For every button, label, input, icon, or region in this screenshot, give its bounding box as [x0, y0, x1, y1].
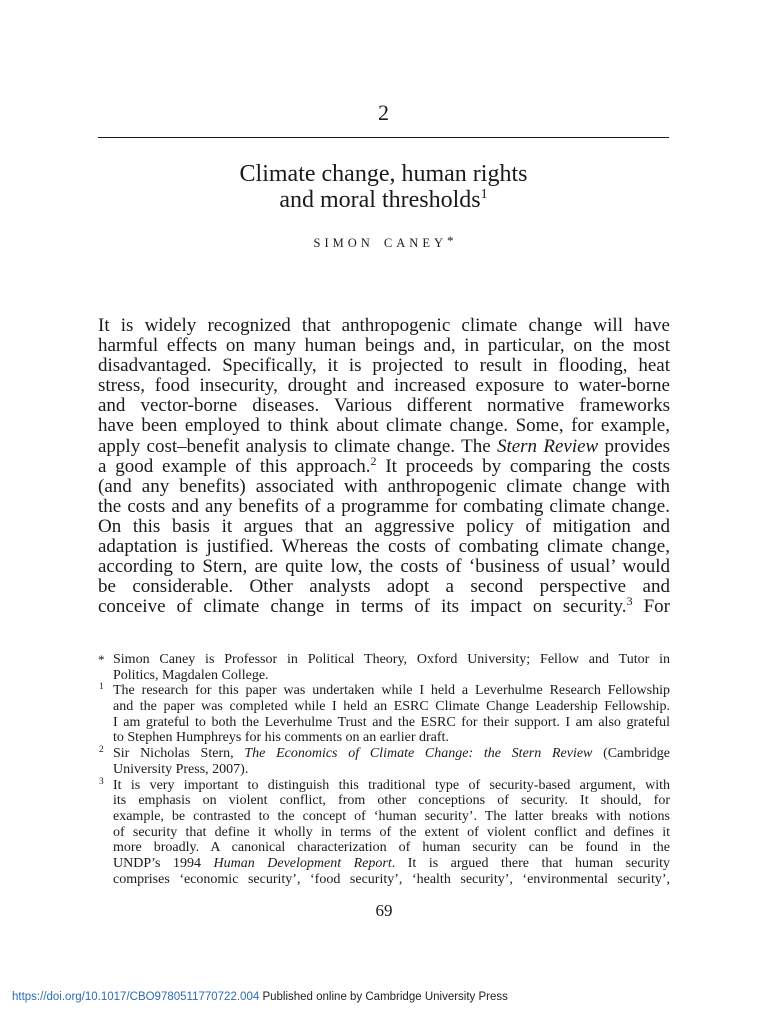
- footnote-line: [113, 809, 670, 825]
- body-line: [98, 557, 670, 577]
- footnote-line: [113, 872, 670, 888]
- italic-title: Stern Review: [496, 435, 599, 457]
- text-run: I am grateful to both the Leverhulme Trust and the ESRC for their support. I am also grateful: [113, 714, 670, 730]
- footnote: [98, 778, 670, 888]
- text-run: . It is argued there that human security: [391, 855, 670, 871]
- body-line: [98, 594, 670, 618]
- chapter-author: [98, 234, 669, 252]
- footnote-line: [113, 778, 670, 794]
- chapter-title-line: Climate change, human rights: [239, 161, 528, 187]
- footnote-marker: 2: [99, 745, 104, 756]
- body-line: [98, 336, 670, 356]
- text-run: (Cambridge: [592, 746, 670, 762]
- footnote: [98, 652, 670, 683]
- text-run: of security that define it wholly in terms of the extent of violent conflict and defines it: [113, 824, 670, 840]
- italic-title: Human Development Report: [213, 855, 392, 871]
- body-line: [98, 497, 670, 517]
- footnote: [98, 746, 670, 777]
- text-run: according to Stern, are quite low, the costs of ‘business of usual’ would: [98, 556, 670, 578]
- body-line: [98, 376, 670, 396]
- body-line: [98, 356, 670, 376]
- text-run: Politics, Magdalen College.: [113, 667, 269, 683]
- page-number: 69: [375, 901, 393, 920]
- chapter-title-line: [98, 187, 669, 213]
- author-name: SIMON CANEY: [313, 236, 447, 250]
- italic-title: The Economics of Climate Change: the Stern Review: [244, 746, 593, 762]
- text-run: have been employed to think about climate change. Some, for example,: [98, 415, 670, 437]
- citation-footer: [12, 990, 508, 1004]
- text-run: and vector-borne diseases. Various different normative frameworks: [98, 395, 670, 417]
- text-run: and the paper was completed while I held an ESRC Climate Change Leadership Fellowship.: [113, 699, 670, 715]
- text-run: The research for this paper was undertaken while I held a Leverhulme Research Fellowship: [113, 683, 670, 699]
- footnote-ref: 2: [370, 453, 377, 468]
- body-line: [98, 437, 670, 457]
- footnote-line: [113, 668, 670, 684]
- footnote-ref: *: [446, 233, 454, 248]
- chapter-divider: [98, 137, 669, 138]
- text-run: to Stephen Humphreys for his comments on an earlier draft.: [113, 730, 449, 746]
- text-run: a good example of this approach.: [98, 455, 371, 477]
- footnote-line: [113, 825, 670, 841]
- publisher-note: Published online by Cambridge University Press: [262, 991, 508, 1003]
- body-line: [98, 577, 670, 597]
- chapter-number: 2: [378, 100, 389, 125]
- text-run: It proceeds by comparing the costs: [376, 455, 670, 477]
- text-run: It is very important to distinguish this traditional type of security-based argument, with: [113, 777, 670, 793]
- text-run: its emphasis on violent conflict, from other conceptions of security. It should, for: [113, 793, 670, 809]
- text-run: the costs and any benefits of a programme for combating climate change.: [98, 495, 670, 517]
- footnote-line: [113, 715, 670, 731]
- footnote-line: [113, 762, 670, 778]
- text-run: provides: [598, 435, 670, 457]
- chapter-title-text: and moral thresholds: [279, 187, 481, 213]
- chapter-title: [98, 161, 669, 213]
- footnote-marker: *: [98, 652, 105, 667]
- text-run: University Press, 2007).: [113, 761, 249, 777]
- footnote-line: [113, 840, 670, 856]
- footnote-ref: 3: [626, 594, 633, 609]
- text-run: adaptation is justified. Whereas the costs of combating climate change,: [98, 536, 670, 558]
- footnote-line: [113, 683, 670, 699]
- body-line: [98, 316, 670, 336]
- text-run: stress, food insecurity, drought and increased exposure to water-borne: [98, 375, 670, 397]
- body-line: [98, 416, 670, 436]
- text-run: be considerable. Other analysts adopt a second perspective and: [98, 576, 670, 598]
- footnote-line: [113, 856, 670, 872]
- body-text: [98, 316, 670, 617]
- text-run: UNDP’s 1994: [113, 855, 214, 871]
- footnote-marker: 1: [99, 682, 104, 693]
- text-run: more broadly. A canonical characterization of human security can be found in the: [113, 840, 670, 856]
- footnote-ref: 1: [480, 187, 488, 202]
- text-run: For: [632, 596, 670, 618]
- text-run: comprises ‘economic security’, ‘food security’, ‘health security’, ‘environmental security’,: [113, 871, 670, 887]
- text-run: disadvantaged. Specifically, it is projected to result in flooding, heat: [98, 355, 670, 377]
- text-run: example, be contrasted to the concept of ‘human security’. The latter breaks with notions: [113, 808, 670, 824]
- footnote-line: [113, 746, 670, 762]
- footnote-line: [113, 699, 670, 715]
- text-run: Sir Nicholas Stern,: [113, 746, 245, 762]
- body-line: [98, 537, 670, 557]
- doi-link[interactable]: https://doi.org/10.1017/CBO9780511770722.004: [12, 991, 260, 1003]
- text-run: apply cost–benefit analysis to climate change. The: [98, 435, 497, 457]
- footnote-marker: 3: [99, 776, 104, 787]
- footnote-line: [113, 652, 670, 668]
- text-run: harmful effects on many human beings and, in particular, on the most: [98, 335, 670, 357]
- footnote: [98, 683, 670, 746]
- text-run: It is widely recognized that anthropogenic climate change will have: [98, 315, 670, 336]
- text-run: conceive of climate change in terms of its impact on security.: [98, 596, 627, 618]
- text-run: (and any benefits) associated with anthropogenic climate change with: [98, 475, 670, 497]
- body-line: [98, 517, 670, 537]
- footnote-line: [113, 730, 670, 746]
- body-line: [98, 477, 670, 497]
- footnote-line: [113, 793, 670, 809]
- body-line: [98, 396, 670, 416]
- text-run: On this basis it argues that an aggressive policy of mitigation and: [98, 515, 670, 537]
- footnotes: [98, 652, 670, 887]
- body-line: [98, 453, 670, 477]
- text-run: Simon Caney is Professor in Political Theory, Oxford University; Fellow and Tutor in: [113, 652, 670, 667]
